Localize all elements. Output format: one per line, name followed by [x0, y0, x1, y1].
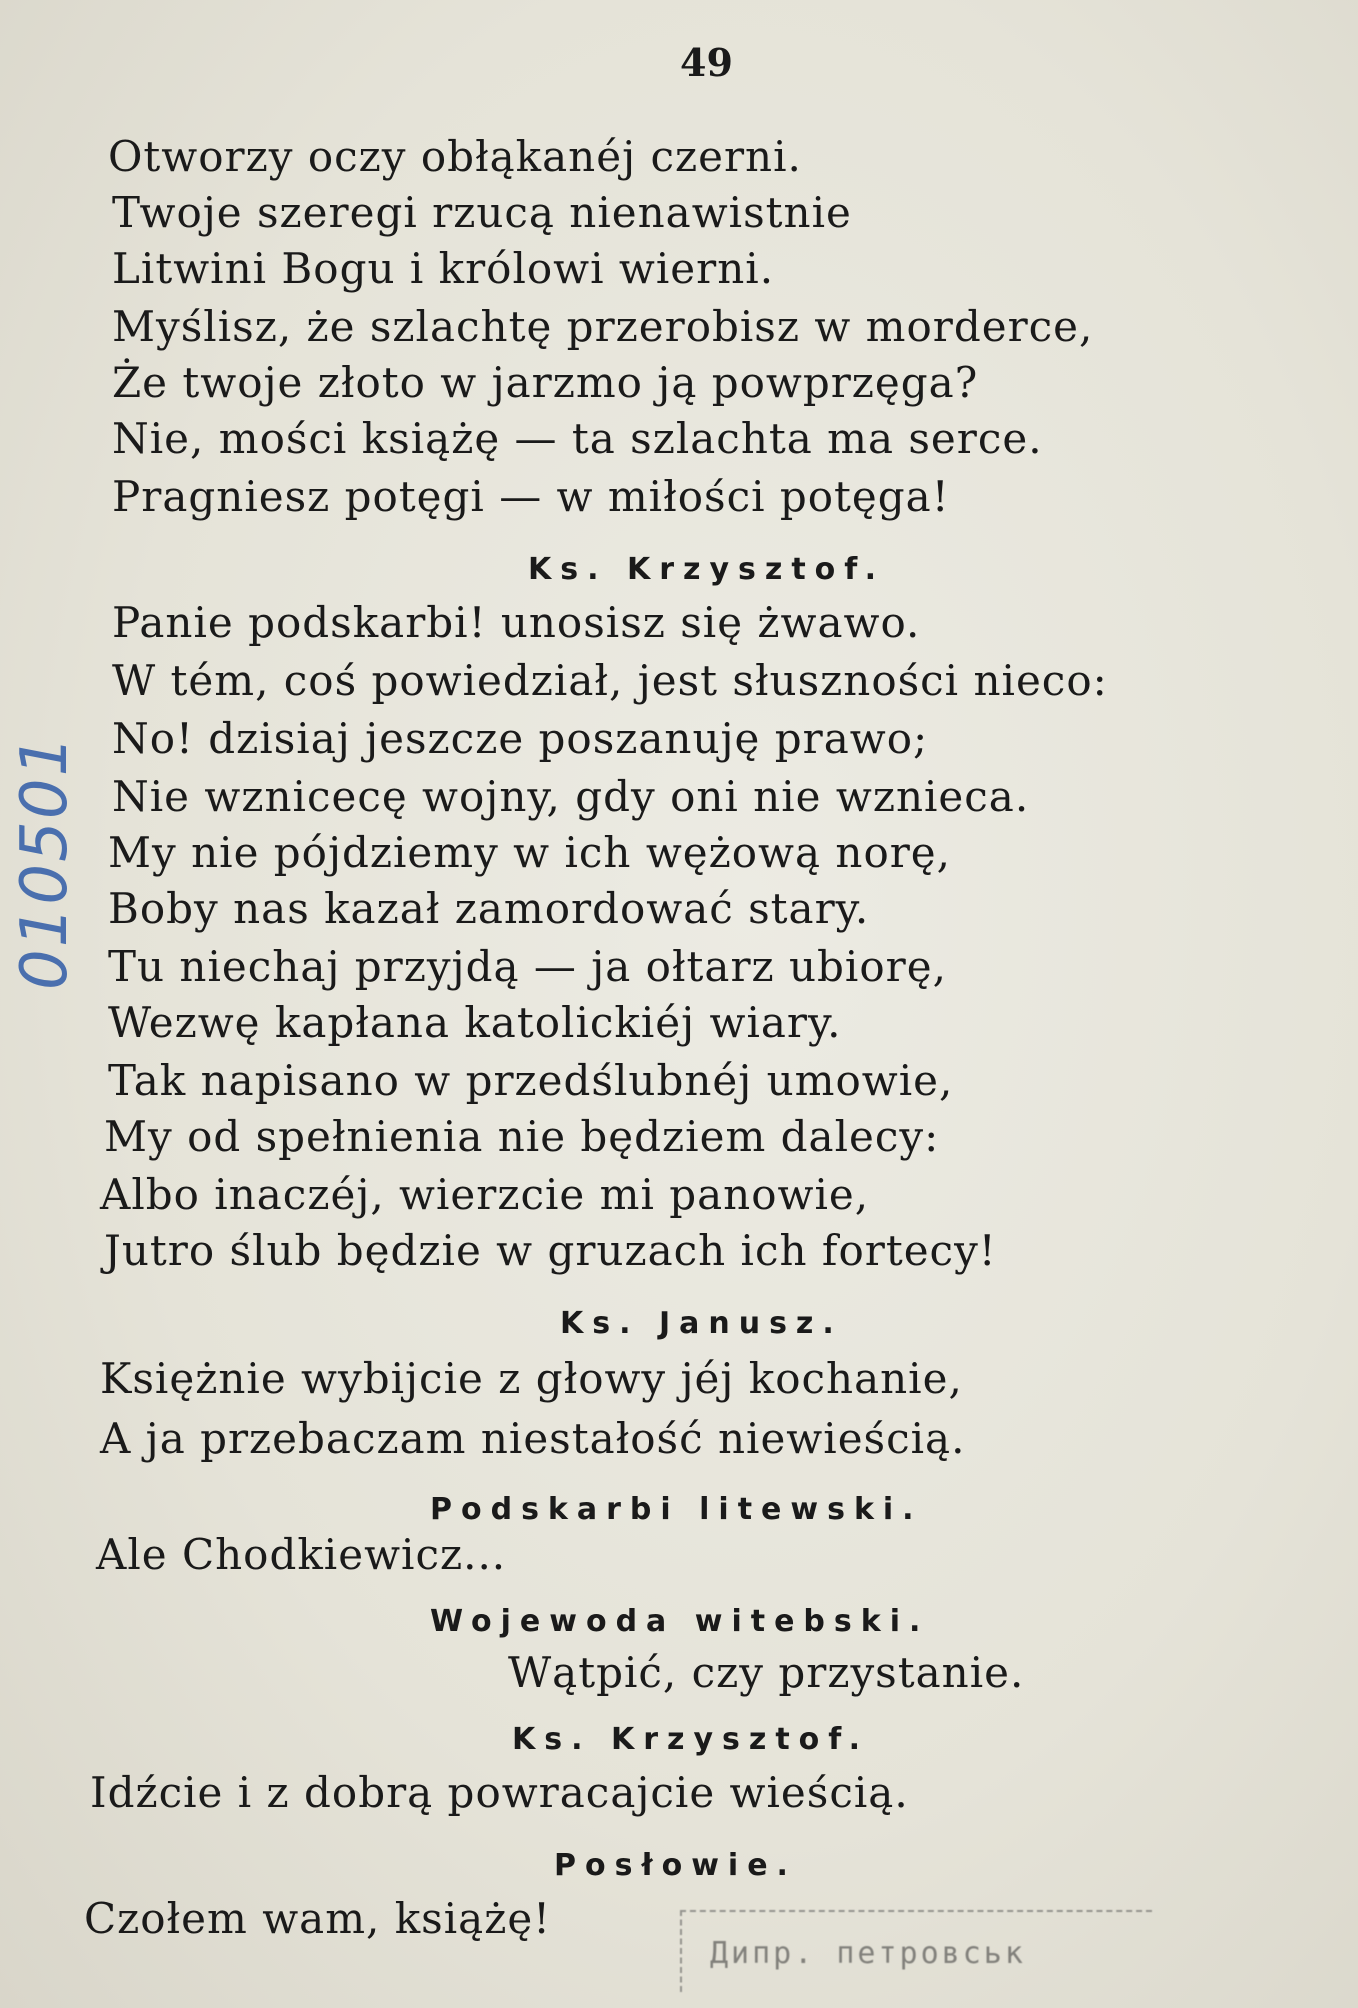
verse-line: W tém, coś powiedział, jest słuszności nieco:: [112, 656, 1108, 705]
verse-line: No! dzisiaj jeszcze poszanuję prawo;: [112, 714, 929, 763]
verse-line: Wezwę kapłana katolickiéj wiary.: [108, 998, 842, 1047]
library-stamp: [680, 1900, 1180, 1990]
handwritten-shelfmark: 010501: [8, 733, 82, 990]
verse-line: Tu niechaj przyjdą — ja ołtarz ubiorę,: [108, 942, 947, 991]
verse-line: Że twoje złoto w jarzmo ją powprzęga?: [112, 358, 979, 407]
verse-line: Nie wznicecę wojny, gdy oni nie wznieca.: [112, 772, 1030, 821]
verse-line: Jutro ślub będzie w gruzach ich fortecy!: [104, 1226, 997, 1275]
verse-line: Pragniesz potęgi — w miłości potęga!: [112, 472, 950, 521]
verse-line: Litwini Bogu i królowi wierni.: [112, 244, 775, 293]
verse-line: Wątpić, czy przystanie.: [508, 1648, 1025, 1697]
speaker-name: Podskarbi litewski.: [430, 1492, 923, 1527]
verse-line: Księżnie wybijcie z głowy jéj kochanie,: [100, 1354, 963, 1403]
verse-line: A ja przebaczam niestałość niewieścią.: [100, 1414, 966, 1463]
page-number: 49: [680, 40, 733, 85]
verse-line: My nie pójdziemy w ich wężową norę,: [108, 828, 952, 877]
verse-line: Boby nas kazał zamordować stary.: [108, 884, 870, 933]
verse-line: Albo inaczéj, wierzcie mi panowie,: [100, 1170, 870, 1219]
verse-line: Otworzy oczy obłąkanéj czerni.: [108, 132, 802, 181]
verse-line: Panie podskarbi! unosisz się żwawo.: [112, 598, 921, 647]
verse-line: Tak napisano w przedślubnéj umowie,: [108, 1056, 954, 1105]
speaker-name: Ks. Krzysztof.: [528, 552, 886, 587]
stamp-text: Дипр. петровськ: [710, 1936, 1026, 1971]
speaker-name: Posłowie.: [554, 1848, 797, 1883]
verse-line: Twoje szeregi rzucą nienawistnie: [112, 188, 852, 237]
verse-line: Idźcie i z dobrą powracajcie wieścią.: [90, 1768, 909, 1817]
speaker-name: Ks. Krzysztof.: [512, 1722, 870, 1757]
verse-line: My od spełnienia nie będziem dalecy:: [104, 1112, 940, 1161]
verse-line: Nie, mości książę — ta szlachta ma serce.: [112, 414, 1043, 463]
speaker-name: Ks. Janusz.: [560, 1306, 843, 1341]
verse-line: Ale Chodkiewicz...: [96, 1530, 507, 1579]
verse-line: Czołem wam, książę!: [84, 1894, 552, 1943]
speaker-name: Wojewoda witebski.: [430, 1604, 930, 1639]
verse-line: Myślisz, że szlachtę przerobisz w morderce,: [112, 302, 1094, 351]
